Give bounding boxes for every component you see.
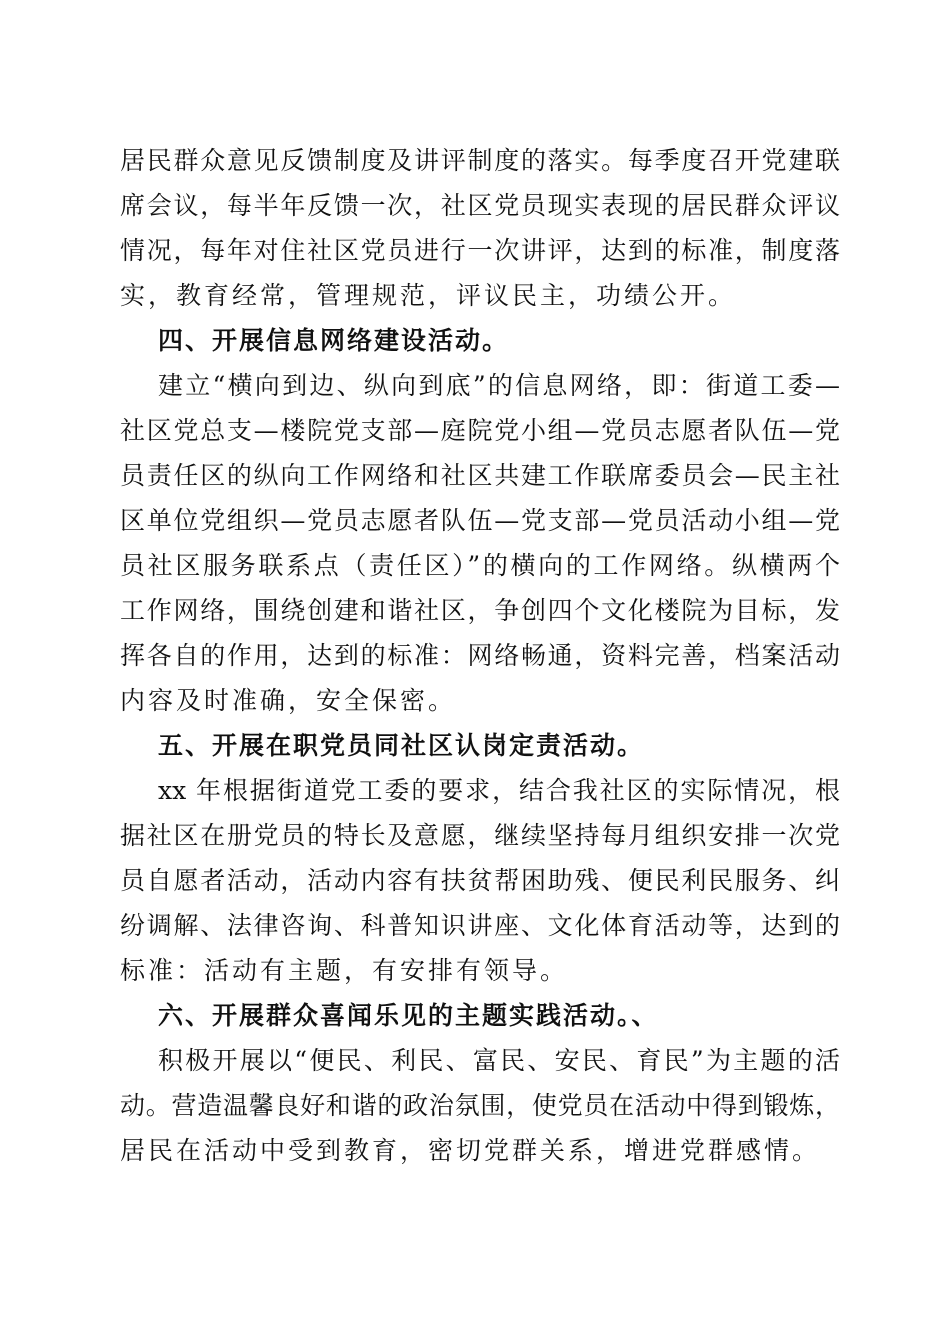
paragraph-line: 居民在活动中受到教育，密切党群关系，增进党群感情。 <box>120 1136 821 1165</box>
paragraph-line: 据社区在册党员的特长及意愿，继续坚持每月组织安排一次党 <box>120 821 840 850</box>
section-heading: 五、开展在职党员同社区认岗定责活动。 <box>158 731 645 760</box>
paragraph-line: 社区党总支—楼院党支部—庭院党小组—党员志愿者队伍—党 <box>120 416 840 445</box>
section-heading: 四、开展信息网络建设活动。 <box>158 326 510 355</box>
paragraph-line: 实，教育经常，管理规范，评议民主，功绩公开。 <box>120 281 737 310</box>
section-heading: 六、开展群众喜闻乐见的主题实践活动。、 <box>158 1001 659 1030</box>
paragraph-line: 工作网络，围绕创建和谐社区，争创四个文化楼院为目标，发 <box>120 596 840 625</box>
paragraph-line: 员责任区的纵向工作网络和社区共建工作联席委员会—民主社 <box>120 461 840 490</box>
paragraph-line: 内容及时准确，安全保密。 <box>120 686 457 715</box>
paragraph-line: 区单位党组织—党员志愿者队伍—党支部—党员活动小组—党 <box>120 506 840 535</box>
paragraph-line: 动。营造温馨良好和谐的政治氛围，使党员在活动中得到锻炼， <box>120 1091 840 1120</box>
paragraph-line: 积极开展以“便民、利民、富民、安民、育民”为主题的活 <box>158 1046 840 1075</box>
paragraph-line: 席会议，每半年反馈一次，社区党员现实表现的居民群众评议 <box>120 191 840 220</box>
paragraph-line: 建立“横向到边、纵向到底”的信息网络，即：街道工委— <box>158 371 840 400</box>
paragraph-line: 员社区服务联系点（责任区）”的横向的工作网络。纵横两个 <box>120 551 840 580</box>
paragraph-line: 员自愿者活动，活动内容有扶贫帮困助残、便民利民服务、纠 <box>120 866 840 895</box>
paragraph-line: 挥各自的作用，达到的标准：网络畅通，资料完善，档案活动 <box>120 641 840 670</box>
paragraph-line: 情况，每年对住社区党员进行一次讲评，达到的标准，制度落 <box>120 236 840 265</box>
paragraph-line: xx 年根据街道党工委的要求，结合我社区的实际情况，根 <box>158 776 840 805</box>
paragraph-line: 标准：活动有主题，有安排有领导。 <box>120 956 569 985</box>
paragraph-line: 居民群众意见反馈制度及讲评制度的落实。每季度召开党建联 <box>120 146 840 175</box>
paragraph-line: 纷调解、法律咨询、科普知识讲座、文化体育活动等，达到的 <box>120 911 840 940</box>
